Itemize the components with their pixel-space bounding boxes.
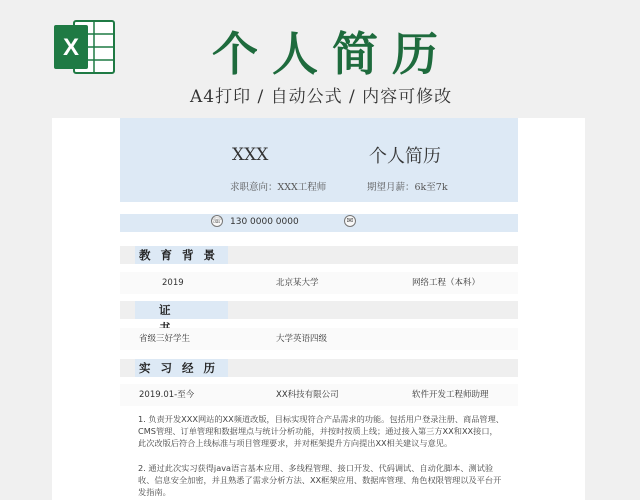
page-subtitle: A4打印 / 自动公式 / 内容可修改	[190, 87, 453, 107]
certificate-item-2[interactable]: 大学英语四级	[276, 334, 328, 344]
excel-logo-letter: X	[62, 34, 80, 61]
job-intent[interactable]: 求职意向：XXX工程师	[230, 182, 327, 193]
page-title: 个人简历	[212, 27, 452, 81]
mail-icon: ✉	[344, 215, 356, 227]
internship-company[interactable]: XX科技有限公司	[276, 390, 339, 400]
education-label: 教育背景	[135, 246, 228, 264]
certificates-row	[120, 328, 518, 350]
internship-section-header	[120, 359, 518, 377]
phone-number[interactable]: 130 0000 0000	[230, 217, 299, 227]
internship-role[interactable]: 软件开发工程师助理	[412, 390, 489, 400]
internship-label: 实习经历	[135, 359, 228, 377]
excel-icon	[52, 17, 116, 77]
internship-period[interactable]: 2019.01-至今	[139, 390, 195, 400]
education-year[interactable]: 2019	[162, 278, 184, 288]
internship-row	[120, 384, 518, 406]
education-section-header	[120, 246, 518, 264]
internship-paragraph-2[interactable]: 2. 通过此次实习获得java语言基本应用、多线程管理、接口开发、代码调试、自动化脚本、测试验收、信息安全加密，并且熟悉了需求分析方法、XX框架应用、数据库管理、角色权限管理以及平台开发指南。	[138, 463, 502, 497]
contact-band	[120, 214, 518, 232]
education-row	[120, 272, 518, 294]
education-school[interactable]: 北京某大学	[276, 278, 319, 288]
resume-title[interactable]: 个人简历	[369, 146, 441, 167]
certificates-section-header	[120, 301, 518, 319]
resume-name[interactable]: XXX	[232, 145, 269, 165]
certificate-item-1[interactable]: 省级三好学生	[139, 334, 191, 344]
education-major[interactable]: 网络工程（本科）	[412, 278, 481, 288]
certificates-label: 证	[135, 301, 228, 319]
internship-paragraph-1[interactable]: 1. 负责开发XXX网站的XX频道改版，目标实现符合产品需求的功能。包括用户登录注册、商品管理、CMS管理、订单管理和数据埋点与统计分析功能，并按时按质上线；通过接入第三方XX和XX接口，此次改版后符合上线标准与项目管理要求，并对框架提升方向提出XX相关建议与意见。	[138, 414, 504, 448]
page-header	[0, 0, 640, 118]
resume-document	[120, 118, 518, 500]
spreadsheet-area	[52, 118, 585, 500]
expected-salary[interactable]: 期望月薪：6k至7k	[367, 182, 448, 193]
phone-icon: ☏	[212, 216, 223, 225]
